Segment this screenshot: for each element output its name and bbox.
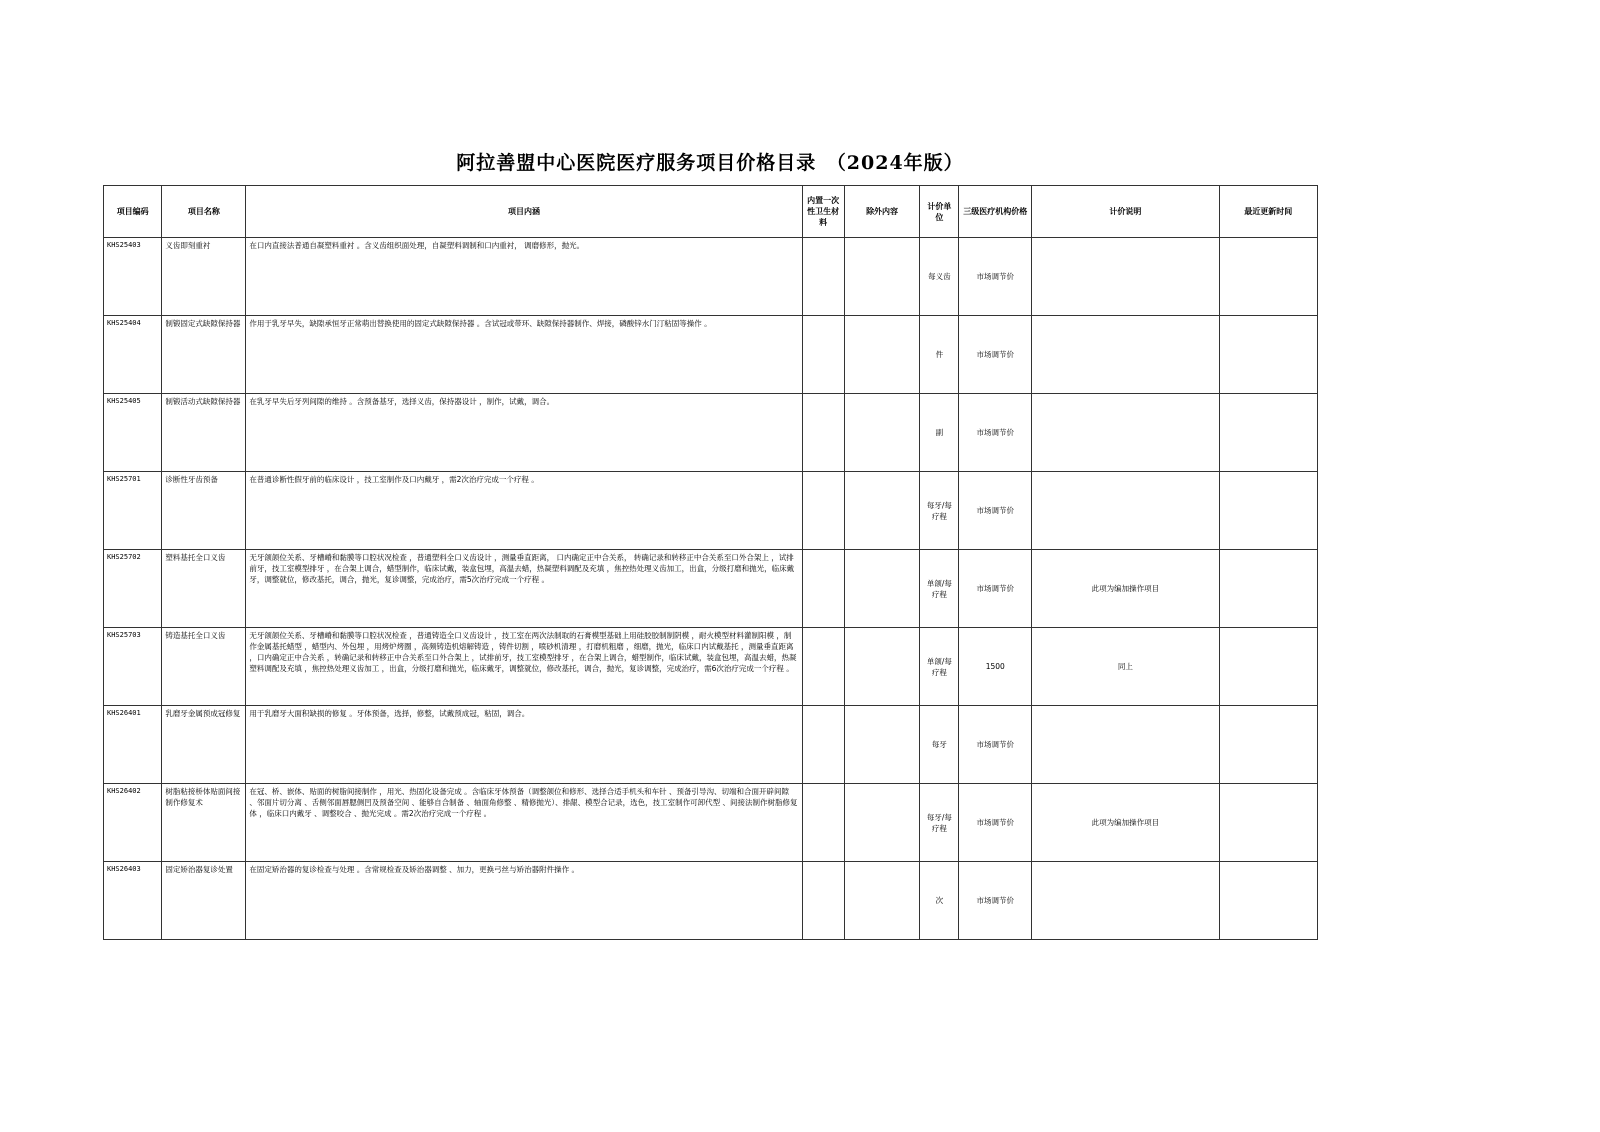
table-row	[104, 628, 1318, 706]
cell-material	[802, 238, 844, 316]
cell-note	[1032, 472, 1219, 550]
cell-price: 市场调节价	[959, 550, 1032, 628]
cell-unit: 单颌/每疗程	[920, 628, 959, 706]
cell-exclude	[844, 394, 920, 472]
cell-price: 市场调节价	[959, 238, 1032, 316]
table-row	[104, 706, 1318, 784]
cell-name: 固定矫治器复诊处置	[162, 862, 246, 940]
cell-name: 乳磨牙金属预成冠修复	[162, 706, 246, 784]
cell-exclude	[844, 472, 920, 550]
cell-code: KHS26402	[104, 784, 162, 862]
cell-unit: 每牙/每疗程	[920, 472, 959, 550]
cell-exclude	[844, 784, 920, 862]
cell-content: 在口内直接法普通自凝塑料重衬 。含义齿组织面处理，自凝塑料调制和口内重衬， 调磨修形，抛光。	[246, 238, 802, 316]
cell-unit: 单颌/每疗程	[920, 550, 959, 628]
header-unit: 计价单位	[920, 186, 959, 238]
cell-exclude	[844, 316, 920, 394]
cell-code: KHS25701	[104, 472, 162, 550]
header-exclude: 除外内容	[844, 186, 920, 238]
cell-material	[802, 550, 844, 628]
cell-updated	[1219, 550, 1317, 628]
table-row	[104, 238, 1318, 316]
cell-exclude	[844, 706, 920, 784]
cell-material	[802, 394, 844, 472]
cell-note	[1032, 238, 1219, 316]
table-row	[104, 862, 1318, 940]
cell-code: KHS26403	[104, 862, 162, 940]
cell-unit: 件	[920, 316, 959, 394]
header-updated: 最近更新时间	[1219, 186, 1317, 238]
cell-name: 制锻活动式缺隙保持器	[162, 394, 246, 472]
cell-material	[802, 862, 844, 940]
cell-exclude	[844, 862, 920, 940]
header-price: 三级医疗机构价格	[959, 186, 1032, 238]
cell-exclude	[844, 238, 920, 316]
cell-material	[802, 628, 844, 706]
table-row	[104, 472, 1318, 550]
cell-code: KHS26401	[104, 706, 162, 784]
cell-content: 无牙颌颌位关系、牙槽嵴和黏膜等口腔状况检查 ，普通铸造全口义齿设计 ，技工室在两次法制取的石膏模型基础上用硅胶胶制制阴模 ，耐火模型材料灌制阳模 ，制作金属基托蜡型 ，蜡型内、外包埋 ，用烤炉烤圈 ，高频铸造机熔解铸造 ，铸件切割 ，喷砂机清理 ，打磨机粗磨 ，细磨，抛光，临床口内试戴基托 ，测量垂直距离 ，口内确定正中合关系 ，转确记录和转移正中合关系至口外合架上 ，试排前牙，技工室模型排牙 ，在合架上调合，蜡型制作，临床试戴，装盒包埋，高温去蜡，热凝塑料调配及充填 ，焦控热处理义齿加工 ，出盒，分级打磨和抛光，临床戴牙，调整就位，修改基托，调合，抛光，复诊调整，完成治疗，需6次治疗完成一个疗程 。	[246, 628, 802, 706]
cell-unit: 次	[920, 862, 959, 940]
cell-name: 塑料基托全口义齿	[162, 550, 246, 628]
cell-material	[802, 784, 844, 862]
cell-updated	[1219, 628, 1317, 706]
price-table	[103, 185, 1318, 940]
cell-note	[1032, 862, 1219, 940]
cell-content: 在固定矫治器的复诊检查与处理 。含常规检查及矫治器调整 、加力，更换弓丝与矫治器附件操作 。	[246, 862, 802, 940]
cell-name: 诊断性牙齿预备	[162, 472, 246, 550]
header-material: 内置一次性卫生材料	[802, 186, 844, 238]
cell-price: 市场调节价	[959, 862, 1032, 940]
cell-code: KHS25702	[104, 550, 162, 628]
cell-updated	[1219, 316, 1317, 394]
cell-unit: 每义齿	[920, 238, 959, 316]
cell-content: 作用于乳牙早失，缺隙承恒牙正常萌出替换使用的固定式缺隙保持器 。含试冠或带环、缺隙保持器制作、焊接，磷酸锌水门汀粘固等操作 。	[246, 316, 802, 394]
cell-name: 制锻固定式缺隙保持器	[162, 316, 246, 394]
cell-material	[802, 706, 844, 784]
cell-price: 市场调节价	[959, 784, 1032, 862]
cell-content: 在乳牙早失后牙列间隙的维持 。含预备基牙，选择义齿，保持器设计 ，制作，试戴，调合。	[246, 394, 802, 472]
cell-code: KHS25703	[104, 628, 162, 706]
header-note: 计价说明	[1032, 186, 1219, 238]
cell-material	[802, 316, 844, 394]
cell-note	[1032, 394, 1219, 472]
cell-unit: 副	[920, 394, 959, 472]
table-row	[104, 394, 1318, 472]
cell-updated	[1219, 472, 1317, 550]
header-content: 项目内涵	[246, 186, 802, 238]
cell-code: KHS25403	[104, 238, 162, 316]
cell-price: 1500	[959, 628, 1032, 706]
cell-price: 市场调节价	[959, 394, 1032, 472]
cell-unit: 每牙/每疗程	[920, 784, 959, 862]
cell-note	[1032, 706, 1219, 784]
cell-name: 义齿即刻重衬	[162, 238, 246, 316]
cell-material	[802, 472, 844, 550]
cell-updated	[1219, 706, 1317, 784]
cell-updated	[1219, 238, 1317, 316]
cell-unit: 每牙	[920, 706, 959, 784]
cell-content: 无牙颌颌位关系、牙槽嵴和黏膜等口腔状况检查 ，普通塑料全口义齿设计 ，测量垂直距离， 口内确定正中合关系， 转确记录和转移正中合关系至口外合架上 ，试排前牙，技工室模型排牙 ，在合架上调合，蜡型制作，临床试戴，装盒包埋，高温去蜡，热凝塑料调配及充填 ，焦控热处理义齿加工，出盒，分级打磨和抛光，临床戴牙，调整就位，修改基托，调合，抛光，复诊调整，完成治疗，需5次治疗完成一个疗程 。	[246, 550, 802, 628]
header-row	[104, 186, 1318, 238]
cell-content: 在冠、桥、嵌体、贴面的树脂间接制作 ，用光、热固化设备完成 。含临床牙体预备（调整颌位和修形、选择合适手机头和车针 、预备引导沟、切端和合面开辟间隙 、邻面片切分离 、舌侧邻面唇腮侧凹及预备空间 、能够自合制备 、轴面角修整 、精修抛光）、排龈、模型合记录，选色，技工室制作可卸代型 、间接法制作树脂修复体 ，临床口内戴牙 、调整咬合 、抛光完成 。需2次治疗完成一个疗程 。	[246, 784, 802, 862]
table-row	[104, 316, 1318, 394]
cell-code: KHS25405	[104, 394, 162, 472]
cell-note: 同上	[1032, 628, 1219, 706]
cell-content: 用于乳磨牙大面积缺损的修复 。牙体预备，选择，修整，试戴预成冠，粘固，调合。	[246, 706, 802, 784]
cell-price: 市场调节价	[959, 316, 1032, 394]
cell-updated	[1219, 784, 1317, 862]
header-name: 项目名称	[162, 186, 246, 238]
cell-note: 此项为编加操作项目	[1032, 784, 1219, 862]
cell-name: 铸造基托全口义齿	[162, 628, 246, 706]
cell-note	[1032, 316, 1219, 394]
cell-content: 在普通诊断性假牙前的临床设计 ，技工室制作及口内戴牙 ，需2次治疗完成一个疗程 。	[246, 472, 802, 550]
cell-price: 市场调节价	[959, 472, 1032, 550]
table-row	[104, 784, 1318, 862]
cell-updated	[1219, 862, 1317, 940]
cell-name: 树脂粘接桥体贴面间接制作修复术	[162, 784, 246, 862]
cell-price: 市场调节价	[959, 706, 1032, 784]
cell-code: KHS25404	[104, 316, 162, 394]
page-title: 阿拉善盟中心医院医疗服务项目价格目录 （2024年版）	[456, 152, 964, 174]
table-row	[104, 550, 1318, 628]
header-code: 项目编码	[104, 186, 162, 238]
cell-note: 此项为编加操作项目	[1032, 550, 1219, 628]
cell-exclude	[844, 550, 920, 628]
cell-exclude	[844, 628, 920, 706]
cell-updated	[1219, 394, 1317, 472]
